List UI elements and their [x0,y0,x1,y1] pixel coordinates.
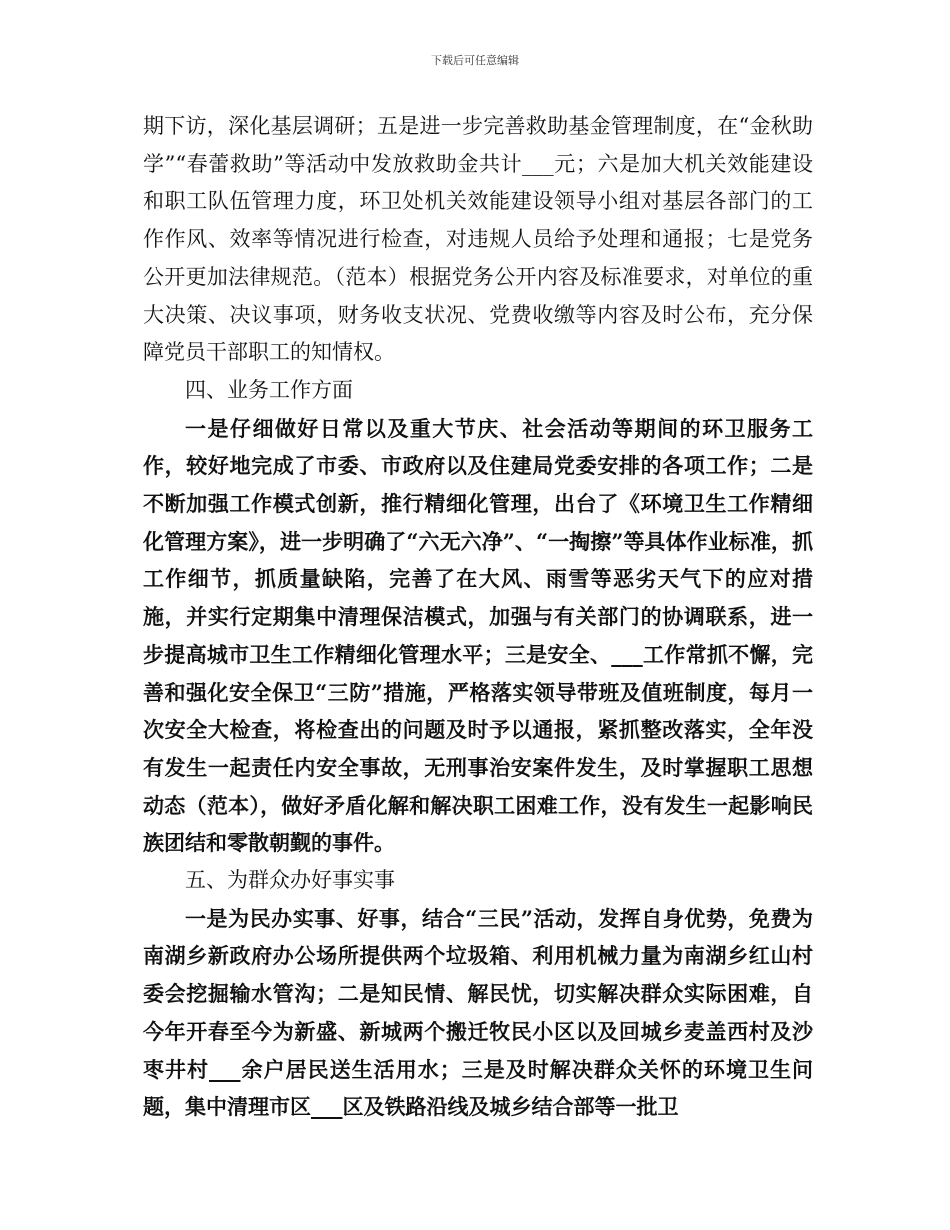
document-body [143,108,813,1126]
section-heading-public-service: 五、为群众办好事实事 [185,868,395,893]
page-header: 下载后可任意编辑 [431,54,519,67]
paragraph-business-work: 一是仔细做好日常以及重大节庆、社会活动等期间的环卫服务工作，较好地完成了市委、市政府以及住建局党委安排的各项工作；二是不断加强工作模式创新，推行精细化管理，出台了《环境卫生工作精细化管理方案》，进一步明确了“六无六净”、“一掏擦”等具体作业标准，抓工作细节，抓质量缺陷，完善了在大风、雨雪等恶劣天气下的应对措施，并实行定期集中清理保洁模式，加强与有关部门的协调联系，进一步提高城市卫生工作精细化管理水平；三是安全、___工作常抓不懈，完善和强化安全保卫“三防”措施，严格落实领导带班及值班制度，每月一次安全大检查，将检查出的问题及时予以通报，紧抓整改落实，全年没有发生一起责任内安全事故，无刑事治安案件发生，及时掌握职工思想动态（范本），做好矛盾化解和解决职工困难工作，没有发生一起影响民族团结和零散朝觐的事件。 [143,415,813,856]
section-heading-business-work: 四、业务工作方面 [185,377,353,402]
paragraph-public-service: 一是为民办实事、好事，结合“三民”活动，发挥自身优势，免费为南湖乡新政府办公场所提供两个垃圾箱、利用机械力量为南湖乡红山村委会挖掘输水管沟；二是知民情、解民忧，切实解决群众实际困难，自今年开春至今为新盛、新城两个搬迁牧民小区以及回城乡麦盖西村及沙枣井村___余户居民送生活用水；三是及时解决群众关怀的环境卫生问题，集中清理市区___区及铁路沿线及城乡结合部等一批卫 [143,905,813,1120]
paragraph-continuation: 期下访，深化基层调研；五是进一步完善救助基金管理制度，在“金秋助学”“春蕾救助”等活动中发放救助金共计___元；六是加大机关效能建设和职工队伍管理力度，环卫处机关效能建设领导小组对基层各部门的工作作风、效率等情况进行检查，对违规人员给予处理和通报；七是党务公开更加法律规范。（范本）根据党务公开内容及标准要求，对单位的重大决策、决议事项，财务收支状况、党费收缴等内容及时公布，充分保障党员干部职工的知情权。 [143,114,813,365]
